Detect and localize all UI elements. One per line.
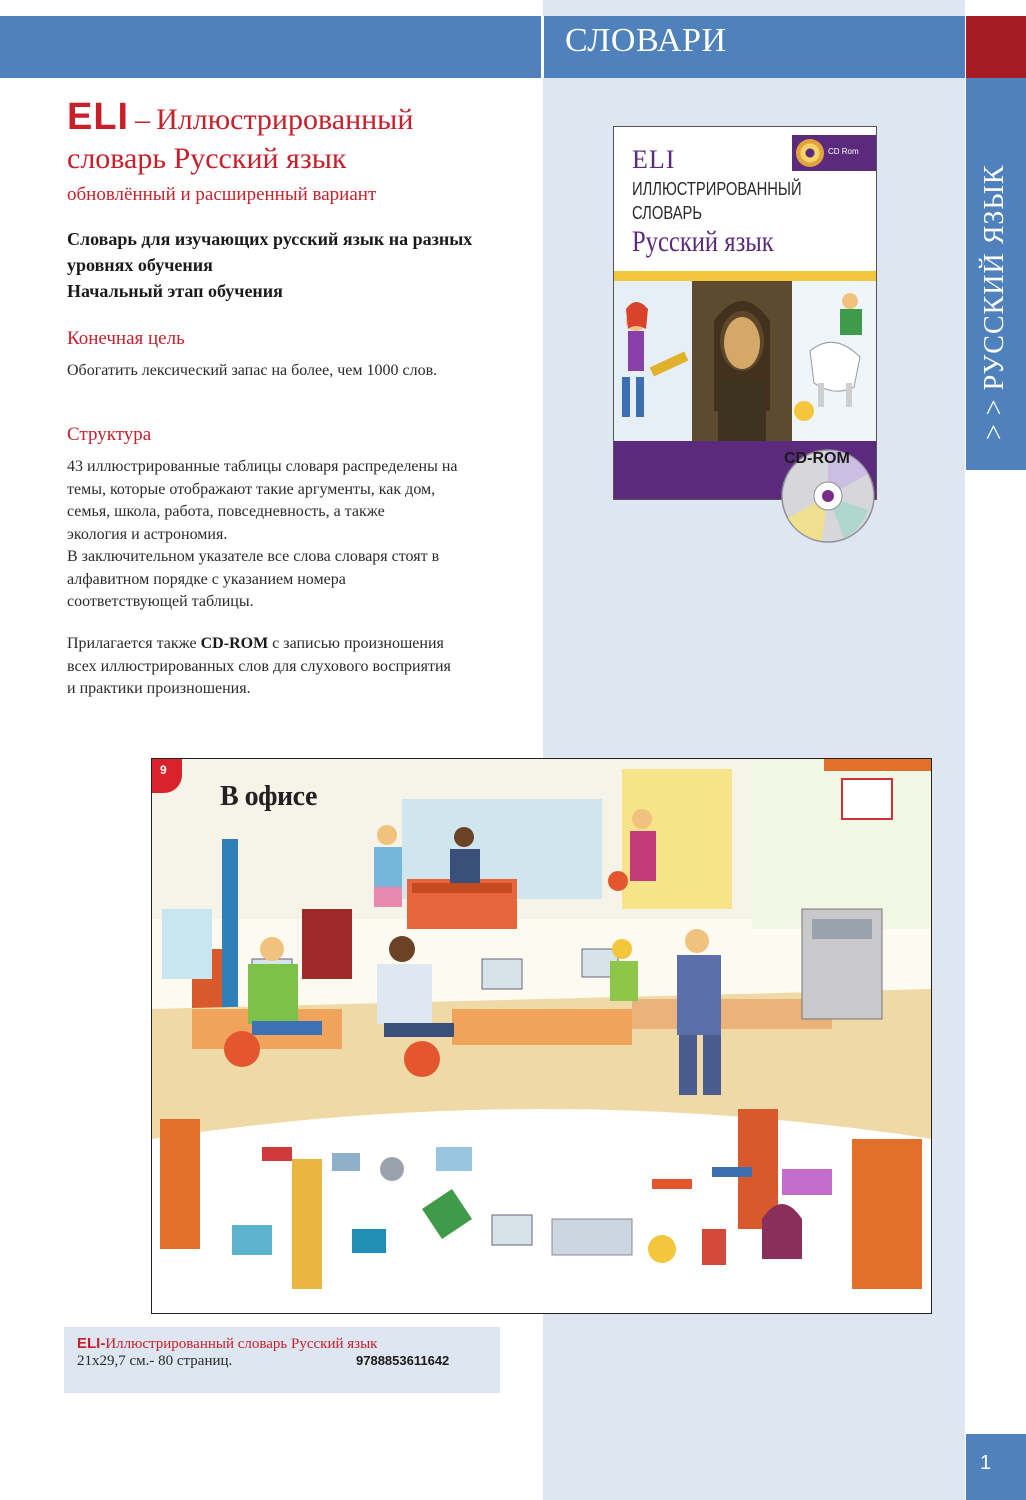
structure-line: В заключительном указателе все слова словаря стоят в: [67, 548, 440, 565]
info-specs: 21x29,7 см.- 80 страниц.: [77, 1353, 233, 1369]
cover-brand: ELI: [632, 145, 676, 174]
page-number-block: [966, 1434, 1026, 1500]
illustration-title: В офисе: [220, 781, 317, 812]
side-tab-label: > > РУССКИЙ ЯЗЫК: [979, 164, 1010, 440]
cdrom-line: [67, 633, 507, 656]
product-title: [67, 96, 413, 139]
audience-line: Словарь для изучающих русский язык на разных: [67, 229, 473, 249]
title-word: Иллюстрированный: [156, 103, 414, 136]
title-dash: –: [135, 103, 151, 136]
cdrom-line: всех иллюстрированных слов для слухового восприятия: [67, 657, 451, 675]
info-title: [77, 1335, 377, 1353]
office-illustration[interactable]: [151, 758, 932, 1314]
product-title-line2: словарь Русский язык: [67, 142, 347, 175]
audience-line: уровнях обучения: [67, 255, 213, 275]
structure-line: 43 иллюстрированные таблицы словаря распределены на: [67, 458, 458, 475]
cdrom-line-post: с записью произношения: [272, 635, 444, 652]
header-band: [0, 16, 965, 78]
header-divider: [541, 16, 544, 78]
audience-description: [67, 226, 527, 304]
structure-line: соответствующей таблицы.: [67, 593, 254, 610]
section-title: СЛОВАРИ: [565, 22, 727, 59]
page-number: 1: [980, 1452, 992, 1474]
structure-line: экология и астрономия.: [67, 525, 228, 543]
office-scene-art: [152, 759, 932, 1314]
structure-line: семья, школа, работа, повседневность, а также: [67, 503, 385, 520]
cdrom-text: [67, 633, 507, 701]
cdrom-line: и практики произношения.: [67, 680, 251, 697]
product-subtitle: обновлённый и расширенный вариант: [67, 184, 377, 205]
illustration-number: 9: [160, 763, 167, 777]
cd-icon: [796, 139, 824, 167]
cover-title-line1: ИЛЛЮСТРИРОВАННЫЙ: [632, 179, 802, 199]
info-isbn: 9788853611642: [356, 1353, 450, 1368]
cover-illustration: [614, 281, 877, 441]
audience-line: Начальный этап обучения: [67, 281, 283, 301]
info-product-name: Иллюстрированный словарь Русский язык: [105, 1336, 378, 1352]
brand-logo: ELI: [67, 96, 130, 138]
cover-cd-label: CD Rom: [828, 147, 859, 156]
cover-yellow-stripe: [614, 271, 877, 281]
structure-heading: Структура: [67, 424, 152, 445]
goal-heading: Конечная цель: [67, 328, 185, 349]
info-brand: ELI-: [77, 1335, 106, 1352]
cd-rom-badge-label: CD-ROM: [784, 450, 850, 467]
structure-line: алфавитном порядке с указанием номера: [67, 570, 346, 588]
cover-title-line2: СЛОВАРЬ: [632, 203, 703, 223]
goal-text: Обогатить лексический запас на более, чем 1000 слов.: [67, 362, 438, 379]
cdrom-line-pre: Прилагается также: [67, 635, 197, 652]
structure-text: [67, 456, 507, 614]
cdrom-bold: CD-ROM: [200, 635, 269, 652]
structure-line: темы, которые отображают такие аргументы, как дом,: [67, 480, 436, 498]
cover-title-line3: Русский язык: [632, 225, 774, 258]
